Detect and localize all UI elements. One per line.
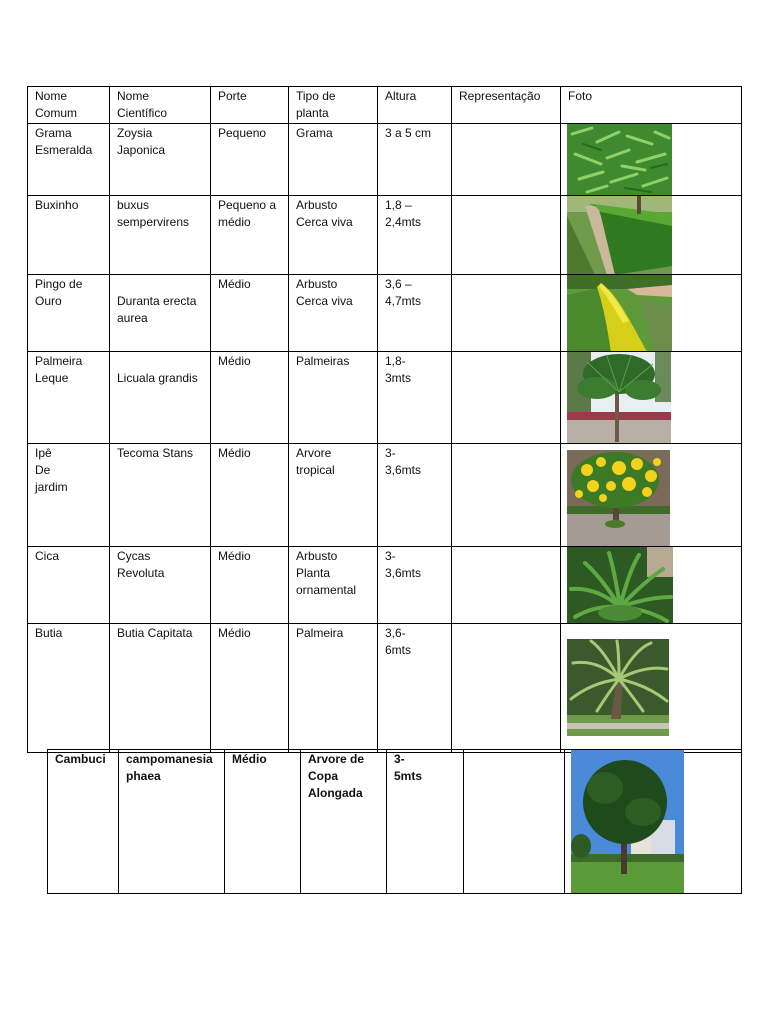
cell-nome-cientifico: campomanesia phaea xyxy=(126,752,213,783)
cell-altura: 1,8 – 2,4mts xyxy=(385,198,422,229)
cell-porte: Médio xyxy=(218,626,251,640)
cell-altura: 3- 5mts xyxy=(394,752,423,783)
header-cell xyxy=(28,87,110,124)
cell-porte: Médio xyxy=(218,549,251,563)
header-altura: Altura xyxy=(385,89,417,103)
table-row xyxy=(28,547,742,624)
table-row xyxy=(28,275,742,352)
cell-nome-comum: Cica xyxy=(35,549,60,563)
header-porte: Porte xyxy=(218,89,247,103)
cell-nome-cientifico: Zoysia Japonica xyxy=(117,126,166,157)
table-row xyxy=(28,444,742,547)
cell-representacao xyxy=(452,624,560,626)
cell-nome-cientifico: buxus sempervirens xyxy=(117,198,190,229)
butia-palm-photo xyxy=(567,639,669,736)
cell-nome-comum: Buxinho xyxy=(35,198,79,212)
cell-nome-comum: Grama Esmeralda xyxy=(35,126,93,157)
table-row xyxy=(28,124,742,196)
table-header-row xyxy=(28,87,742,124)
table-row xyxy=(28,624,742,753)
cell-nome-comum: Palmeira Leque xyxy=(35,354,83,385)
cell-representacao xyxy=(452,124,560,126)
header-nome-comum: Nome Comum xyxy=(35,89,78,120)
cell-porte: Pequeno xyxy=(218,126,267,140)
cell-altura: 3- 3,6mts xyxy=(385,549,422,580)
cell-representacao xyxy=(452,275,560,277)
header-representacao: Representação xyxy=(459,89,541,103)
table-row xyxy=(48,750,742,894)
cell-tipo: Palmeiras xyxy=(296,354,350,368)
header-cell xyxy=(452,87,561,124)
plants-table-extra xyxy=(47,749,742,894)
cell-altura: 1,8- 3mts xyxy=(385,354,412,385)
cell-porte: Médio xyxy=(218,354,251,368)
cell-porte: Pequeno a médio xyxy=(218,198,277,229)
cell-altura: 3- 3,6mts xyxy=(385,446,422,477)
table-row xyxy=(28,196,742,275)
cell-representacao xyxy=(464,750,564,752)
header-cell xyxy=(378,87,452,124)
cell-nome-cientifico: Licuala grandis xyxy=(117,371,198,385)
cell-representacao xyxy=(452,547,560,549)
cell-nome-cientifico: Cycas Revoluta xyxy=(117,549,165,580)
cell-tipo: Arvore tropical xyxy=(296,446,335,477)
cell-nome-comum: Pingo de Ouro xyxy=(35,277,83,308)
header-nome-cientifico: Nome Científico xyxy=(117,89,168,120)
cell-porte: Médio xyxy=(218,277,251,291)
cell-tipo: Arbusto Planta ornamental xyxy=(296,549,357,597)
table-row xyxy=(28,352,742,444)
header-cell xyxy=(110,87,211,124)
cell-nome-cientifico: Butia Capitata xyxy=(117,626,193,640)
fan-palm-photo xyxy=(567,352,671,444)
header-cell xyxy=(289,87,378,124)
cell-tipo: Arbusto Cerca viva xyxy=(296,277,353,308)
cell-nome-comum: Butia xyxy=(35,626,63,640)
cell-porte: Médio xyxy=(218,446,251,460)
header-cell xyxy=(211,87,289,124)
cell-representacao xyxy=(452,352,560,354)
cell-nome-cientifico: Tecoma Stans xyxy=(117,446,194,460)
yellow-flower-tree-photo xyxy=(567,450,670,547)
cell-altura: 3,6 – 4,7mts xyxy=(385,277,422,308)
plants-table xyxy=(27,86,742,753)
cell-porte: Médio xyxy=(232,752,267,766)
cell-nome-comum: Ipê De jardim xyxy=(35,446,68,494)
header-foto: Foto xyxy=(568,89,593,103)
cambuci-tree-photo xyxy=(571,750,684,893)
header-tipo: Tipo de planta xyxy=(296,89,336,120)
hedge-photo xyxy=(567,196,672,275)
cell-nome-comum: Cambuci xyxy=(55,752,106,766)
cycad-photo xyxy=(567,547,673,624)
cell-tipo: Grama xyxy=(296,126,333,140)
golden-hedge-photo xyxy=(567,275,672,352)
header-cell xyxy=(561,87,742,124)
cell-nome-cientifico: Duranta erecta aurea xyxy=(117,294,197,325)
cell-altura: 3 a 5 cm xyxy=(385,126,432,140)
cell-representacao xyxy=(452,196,560,198)
cell-tipo: Arvore de Copa Alongada xyxy=(308,752,365,800)
cell-altura: 3,6- 6mts xyxy=(385,626,412,657)
grass-photo xyxy=(567,124,672,196)
cell-tipo: Arbusto Cerca viva xyxy=(296,198,353,229)
cell-tipo: Palmeira xyxy=(296,626,344,640)
cell-representacao xyxy=(452,444,560,446)
